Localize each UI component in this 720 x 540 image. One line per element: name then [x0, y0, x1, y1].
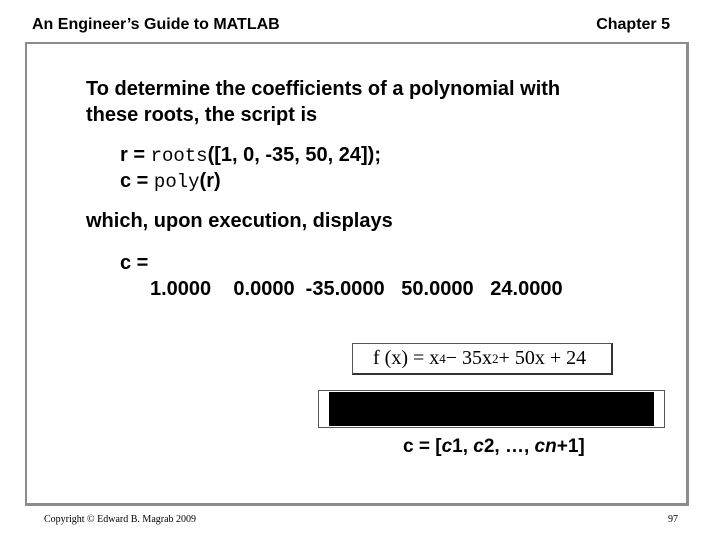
intro-line-1: To determine the coefficients of a polynomial with — [86, 78, 561, 100]
formula-exponent-2: 2 — [492, 350, 499, 366]
code-args: (r) — [199, 170, 221, 192]
cvec-c2: c — [473, 436, 484, 457]
black-bar — [329, 392, 654, 426]
formula-rhs: + 50x + 24 — [498, 347, 587, 369]
copyright-notice: Copyright © Edward B. Magrab 2009 — [44, 514, 197, 525]
intro-paragraph — [86, 76, 560, 128]
result-values: 1.0000 0.0000 -35.0000 50.0000 24.0000 — [150, 278, 563, 300]
cvec-open: c = [ — [403, 436, 442, 457]
coefficient-vector — [403, 436, 585, 458]
result-label: c = — [120, 252, 149, 274]
cvec-t1: 1, — [452, 436, 474, 457]
cvec-cn: cn — [534, 436, 557, 457]
intro-line-2: these roots, the script is — [86, 104, 318, 126]
execution-text: which, upon execution, displays — [86, 210, 393, 232]
formula-mid: − 35x — [445, 347, 493, 369]
formula-lhs: f (x) = x — [373, 347, 440, 369]
polynomial-formula — [352, 343, 613, 375]
formula-exponent-4: 4 — [439, 350, 446, 366]
code-prefix: r = — [120, 144, 151, 166]
cvec-t2: 2, …, — [483, 436, 535, 457]
code-line-roots — [120, 142, 381, 169]
code-args: ([1, 0, -35, 50, 24]); — [207, 144, 381, 166]
book-title: An Engineer’s Guide to MATLAB — [32, 16, 280, 33]
roots-function: roots — [150, 145, 208, 167]
page-number: 97 — [668, 514, 678, 525]
code-line-poly — [120, 168, 221, 195]
chapter-label: Chapter 5 — [596, 16, 670, 33]
cvec-close: +1] — [556, 436, 585, 457]
black-bar-frame — [318, 390, 665, 428]
cvec-c1: c — [441, 436, 453, 457]
code-prefix: c = — [120, 170, 154, 192]
poly-function: poly — [153, 171, 200, 193]
